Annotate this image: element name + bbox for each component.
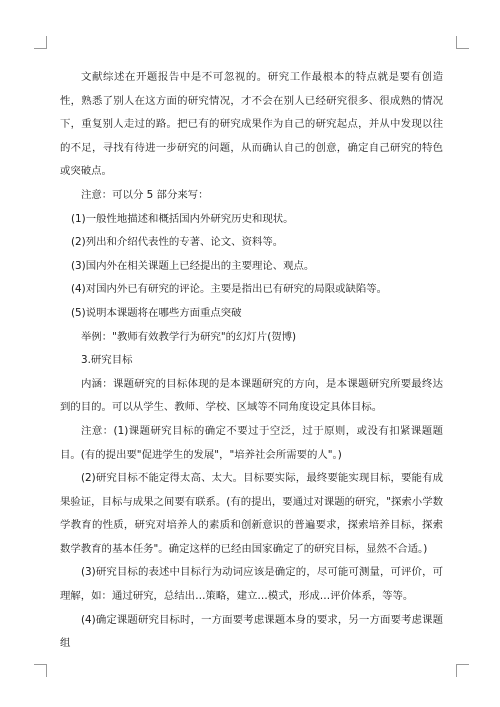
paragraph-note-3: (3)研究目标的表述中目标行为动词应该是确定的，尽可能可测量，可评价，可理解，如：通过研究，总结出…策略，建立…模式，形成…评价体系，等等。 <box>60 566 443 603</box>
paragraph-intro: 文献综述在开题报告中是不可忽视的。研究工作最根本的特点就是要有创造性，熟悉了别人在这方面的研究情况，才不会在别人已经研究很多、很成熟的情况下，重复别人走过的路。把已有的研究成果作为自己的研究起点，并从中发现以往的不足，寻找有待进一步研究的问题，从而确认自己的创意，确定自己研究的特色或突破点。 <box>60 71 443 178</box>
paragraph-example: 举例："教师有效教学行为研究"的幻灯片(贺博) <box>81 330 297 343</box>
crop-mark-top-left <box>34 36 47 49</box>
list-item-1: (1)一般性地描述和概括国内外研究历史和现状。 <box>71 212 294 225</box>
crop-mark-bottom-right <box>456 664 469 677</box>
paragraph-note-2: (2)研究目标不能定得太高、太大。目标要实际，最终要能实现目标，要能有成果验证，目标与成果之间要有联系。(有的提出，要通过对课题的研究，"探索小学数学教育的性质，研究对培养人的素质和创新意识的普遍要求，探索培养目标，探索数学教育的基本任务"。确定这样的已经由国家确定了的研究目标，显然不合适。) <box>60 472 443 555</box>
document-body <box>60 66 443 656</box>
section-heading: 3.研究目标 <box>81 354 133 367</box>
crop-mark-top-right <box>456 36 469 49</box>
crop-mark-bottom-left <box>34 664 47 677</box>
list-item-5: (5)说明本课题将在哪些方面重点突破 <box>71 306 242 319</box>
paragraph-note-heading: 注意：可以分 5 部分来写： <box>81 188 209 201</box>
list-item-2: (2)列出和介绍代表性的专著、论文、资料等。 <box>71 236 284 249</box>
list-item-4: (4)对国内外已有研究的评论。主要是指出已有研究的局限或缺陷等。 <box>71 283 388 296</box>
paragraph-connotation: 内涵：课题研究的目标体现的是本课题研究的方向，是本课题研究所要最终达到的目的。可以从学生、教师、学校、区域等不同角度设定具体目标。 <box>60 377 443 414</box>
list-item-3: (3)国内外在相关课题上已经提出的主要理论、观点。 <box>71 259 315 272</box>
paragraph-note-1: 注意：(1)课题研究目标的确定不要过于空泛，过于原则，或没有扣紧课题题目。(有的提出要"促进学生的发展"，"培养社会所需要的人"。) <box>60 424 443 461</box>
paragraph-note-4: (4)确定课题研究目标时，一方面要考虑课题本身的要求，另一方面要考虑课题组 <box>60 613 443 650</box>
